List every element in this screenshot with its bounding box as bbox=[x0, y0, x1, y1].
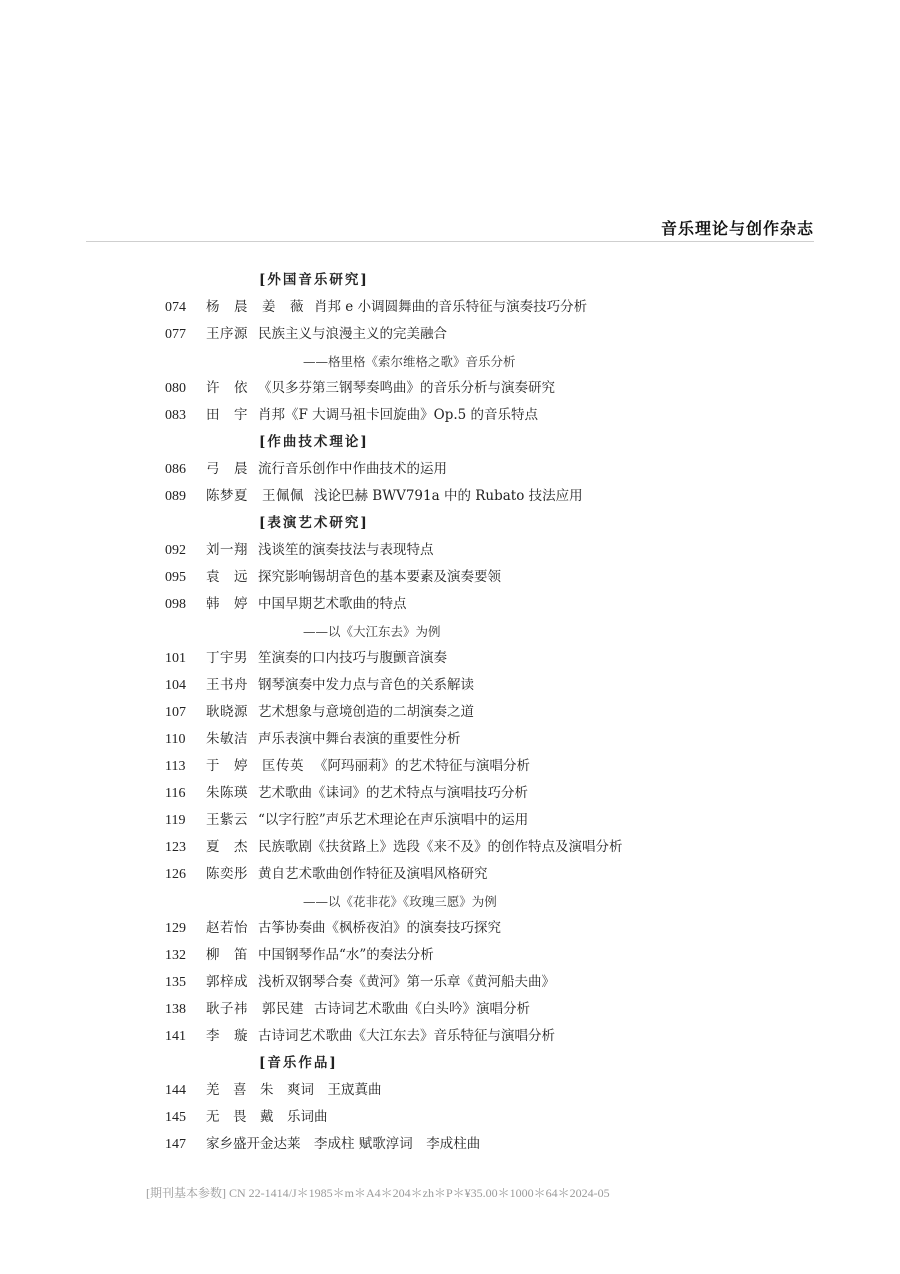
page-number: 113 bbox=[165, 759, 186, 774]
entry-body bbox=[206, 753, 530, 780]
entry-title: 无 畏 戴 乐词曲 bbox=[206, 1109, 328, 1125]
entry-authors: 朱陈瑛 bbox=[206, 785, 248, 801]
entry-authors: 丁宇男 bbox=[206, 650, 248, 666]
entry-title: 浅析双钢琴合奏《黄河》第一乐章《黄河船夫曲》 bbox=[258, 974, 555, 990]
entry-title: 艺术歌曲《诔词》的艺术特点与演唱技巧分析 bbox=[258, 785, 528, 801]
page-number: 132 bbox=[165, 948, 186, 963]
journal-parameters: [期刊基本参数] CN 22-1414/J＊1985＊m＊A4＊204＊zh＊P＊¥35.00＊1000＊64＊2024-05 bbox=[146, 1186, 610, 1200]
entry-title: 声乐表演中舞台表演的重要性分析 bbox=[258, 731, 461, 747]
entry-title: 《贝多芬第三钢琴奏鸣曲》的音乐分析与演奏研究 bbox=[258, 380, 555, 396]
section-heading-row bbox=[0, 429, 900, 456]
journal-title: 音乐理论与创作杂志 bbox=[660, 219, 814, 238]
entry-body bbox=[206, 1077, 382, 1104]
toc-entry[interactable] bbox=[0, 456, 900, 483]
toc-entry[interactable] bbox=[0, 375, 900, 402]
entry-title: 家乡盛开金达莱 李成柱 赋歌淳词 李成柱曲 bbox=[206, 1136, 481, 1152]
entry-body bbox=[206, 807, 528, 834]
section-heading: [作曲技术理论] bbox=[259, 434, 369, 450]
page-number: 107 bbox=[165, 705, 186, 720]
page-number: 144 bbox=[165, 1083, 186, 1098]
entry-title: 流行音乐创作中作曲技术的运用 bbox=[258, 461, 447, 477]
entry-title: “以字行腔”声乐艺术理论在声乐演唱中的运用 bbox=[258, 812, 529, 828]
entry-authors: 田 宇 bbox=[206, 407, 248, 423]
entry-authors: 杨 晨 姜 薇 bbox=[206, 299, 304, 315]
page-number: 110 bbox=[165, 732, 186, 747]
entry-body bbox=[206, 456, 447, 483]
page-number: 086 bbox=[165, 462, 186, 477]
toc-entry[interactable] bbox=[0, 294, 900, 321]
entry-title: 钢琴演奏中发力点与音色的关系解读 bbox=[258, 677, 474, 693]
page-number: 074 bbox=[165, 300, 186, 315]
entry-authors: 陈梦夏 王佩佩 bbox=[206, 488, 304, 504]
page-number: 138 bbox=[165, 1002, 186, 1017]
page-number: 116 bbox=[165, 786, 186, 801]
entry-body bbox=[206, 564, 501, 591]
toc-entry[interactable] bbox=[0, 1077, 900, 1104]
page-number: 083 bbox=[165, 408, 186, 423]
section-heading: [外国音乐研究] bbox=[259, 272, 369, 288]
toc-entry[interactable] bbox=[0, 861, 900, 888]
table-of-contents bbox=[0, 267, 900, 1158]
page-number: 077 bbox=[165, 327, 186, 342]
toc-entry[interactable] bbox=[0, 483, 900, 510]
entry-title: 浅论巴赫 BWV791a 中的 Rubato 技法应用 bbox=[314, 488, 583, 504]
toc-entry[interactable] bbox=[0, 807, 900, 834]
entry-authors: 柳 笛 bbox=[206, 947, 248, 963]
toc-entry[interactable] bbox=[0, 1104, 900, 1131]
page-number: 080 bbox=[165, 381, 186, 396]
entry-body bbox=[206, 780, 528, 807]
page-number: 095 bbox=[165, 570, 186, 585]
section-heading: [表演艺术研究] bbox=[259, 515, 369, 531]
entry-body bbox=[206, 591, 407, 618]
page-number: 104 bbox=[165, 678, 186, 693]
entry-title: 中国钢琴作品“水”的奏法分析 bbox=[258, 947, 434, 963]
toc-entry[interactable] bbox=[0, 942, 900, 969]
page-number: 089 bbox=[165, 489, 186, 504]
toc-entry[interactable] bbox=[0, 969, 900, 996]
entry-body bbox=[206, 483, 583, 510]
page-number: 147 bbox=[165, 1137, 186, 1152]
toc-entry[interactable] bbox=[0, 672, 900, 699]
toc-entry[interactable] bbox=[0, 996, 900, 1023]
toc-entry[interactable] bbox=[0, 1023, 900, 1050]
entry-body bbox=[206, 861, 488, 888]
entry-body bbox=[206, 726, 461, 753]
entry-subtitle-row bbox=[0, 618, 900, 645]
page-number: 135 bbox=[165, 975, 186, 990]
toc-entry[interactable] bbox=[0, 780, 900, 807]
entry-body bbox=[206, 375, 555, 402]
page-number: 098 bbox=[165, 597, 186, 612]
entry-title: 民族主义与浪漫主义的完美融合 bbox=[258, 326, 447, 342]
entry-authors: 于 婷 匡传英 bbox=[206, 758, 304, 774]
toc-entry[interactable] bbox=[0, 699, 900, 726]
toc-entry[interactable] bbox=[0, 537, 900, 564]
section-heading-row bbox=[0, 510, 900, 537]
section-heading: [音乐作品] bbox=[259, 1055, 338, 1071]
entry-subtitle: ——格里格《索尔维格之歌》音乐分析 bbox=[303, 354, 516, 369]
entry-body bbox=[206, 1023, 555, 1050]
entry-body bbox=[206, 294, 587, 321]
toc-entry[interactable] bbox=[0, 753, 900, 780]
toc-entry[interactable] bbox=[0, 645, 900, 672]
page-number: 101 bbox=[165, 651, 186, 666]
entry-subtitle: ——以《花非花》《玫瑰三愿》为例 bbox=[303, 894, 497, 909]
section-heading-row bbox=[0, 1050, 900, 1077]
entry-title: 笙演奏的口内技巧与腹颤音演奏 bbox=[258, 650, 447, 666]
entry-title: 肖邦《F 大调马祖卡回旋曲》Op.5 的音乐特点 bbox=[258, 407, 539, 423]
entry-authors: 夏 杰 bbox=[206, 839, 248, 855]
toc-entry[interactable] bbox=[0, 564, 900, 591]
entry-body bbox=[206, 1104, 328, 1131]
toc-entry[interactable] bbox=[0, 726, 900, 753]
entry-subtitle-row bbox=[0, 888, 900, 915]
entry-body bbox=[206, 996, 530, 1023]
entry-body bbox=[206, 699, 474, 726]
entry-authors: 李 璇 bbox=[206, 1028, 248, 1044]
entry-title: 古筝协奏曲《枫桥夜泊》的演奏技巧探究 bbox=[258, 920, 501, 936]
entry-title: 中国早期艺术歌曲的特点 bbox=[258, 596, 407, 612]
toc-entry[interactable] bbox=[0, 321, 900, 348]
page-number: 123 bbox=[165, 840, 186, 855]
entry-body bbox=[206, 672, 474, 699]
entry-authors: 郭梓成 bbox=[206, 974, 248, 990]
page-number: 126 bbox=[165, 867, 186, 882]
entry-authors: 朱敏洁 bbox=[206, 731, 248, 747]
entry-authors: 赵若怡 bbox=[206, 920, 248, 936]
entry-authors: 王紫云 bbox=[206, 812, 248, 828]
entry-authors: 耿晓源 bbox=[206, 704, 248, 720]
entry-body bbox=[206, 321, 447, 348]
entry-body bbox=[206, 969, 555, 996]
toc-entry[interactable] bbox=[0, 402, 900, 429]
entry-title: 《阿玛丽莉》的艺术特征与演唱分析 bbox=[314, 758, 530, 774]
entry-authors: 陈奕彤 bbox=[206, 866, 248, 882]
entry-authors: 韩 婷 bbox=[206, 596, 248, 612]
entry-subtitle-row bbox=[0, 348, 900, 375]
entry-title: 民族歌剧《扶贫路上》选段《来不及》的创作特点及演唱分析 bbox=[258, 839, 623, 855]
entry-body bbox=[206, 942, 434, 969]
page-number: 119 bbox=[165, 813, 186, 828]
entry-title: 浅谈笙的演奏技法与表现特点 bbox=[258, 542, 434, 558]
entry-subtitle: ——以《大江东去》为例 bbox=[303, 624, 441, 639]
page-number: 129 bbox=[165, 921, 186, 936]
entry-body bbox=[206, 537, 434, 564]
entry-body bbox=[206, 915, 501, 942]
toc-entry[interactable] bbox=[0, 591, 900, 618]
entry-authors: 弓 晨 bbox=[206, 461, 248, 477]
page-number: 145 bbox=[165, 1110, 186, 1125]
entry-authors: 刘一翔 bbox=[206, 542, 248, 558]
entry-body bbox=[206, 1131, 480, 1158]
header-divider bbox=[86, 241, 814, 242]
section-heading-row bbox=[0, 267, 900, 294]
entry-body bbox=[206, 645, 447, 672]
toc-entry[interactable] bbox=[0, 1131, 900, 1158]
entry-body bbox=[206, 402, 538, 429]
entry-title: 羌 喜 朱 爽词 王宬蒖曲 bbox=[206, 1082, 382, 1098]
entry-title: 古诗词艺术歌曲《大江东去》音乐特征与演唱分析 bbox=[258, 1028, 555, 1044]
entry-title: 黄自艺术歌曲创作特征及演唱风格研究 bbox=[258, 866, 488, 882]
entry-title: 肖邦 e 小调圆舞曲的音乐特征与演奏技巧分析 bbox=[314, 299, 588, 315]
entry-title: 艺术想象与意境创造的二胡演奏之道 bbox=[258, 704, 474, 720]
entry-authors: 王书舟 bbox=[206, 677, 248, 693]
toc-entry[interactable] bbox=[0, 915, 900, 942]
entry-title: 古诗词艺术歌曲《白头吟》演唱分析 bbox=[314, 1001, 530, 1017]
toc-entry[interactable] bbox=[0, 834, 900, 861]
entry-authors: 袁 远 bbox=[206, 569, 248, 585]
page-number: 141 bbox=[165, 1029, 186, 1044]
entry-authors: 王序源 bbox=[206, 326, 248, 342]
entry-authors: 耿子祎 郭民建 bbox=[206, 1001, 304, 1017]
entry-title: 探究影响锡胡音色的基本要素及演奏要领 bbox=[258, 569, 501, 585]
page-number: 092 bbox=[165, 543, 186, 558]
entry-authors: 许 依 bbox=[206, 380, 248, 396]
entry-body bbox=[206, 834, 623, 861]
